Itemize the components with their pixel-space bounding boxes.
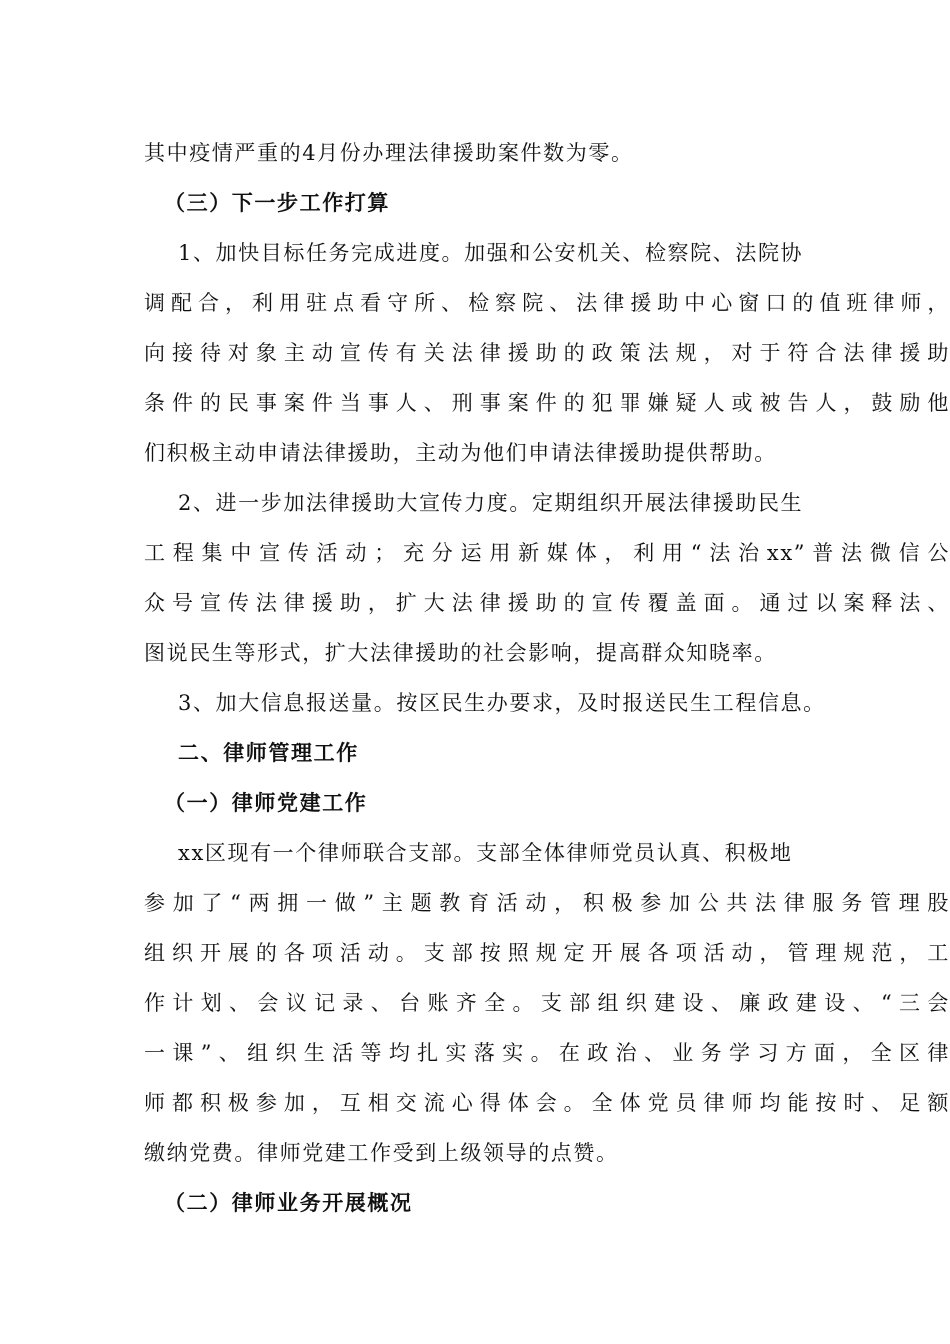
paragraph-1-line: 调配合，利用驻点看守所、检察院、法律援助中心窗口的值班律师， [144,291,950,315]
paragraph-4-line: 缴纳党费。律师党建工作受到上级领导的点赞。 [144,1141,619,1165]
section-heading-lawyer-management: 二、律师管理工作 [178,740,359,765]
paragraph-3-line: 3、加大信息报送量。按区民生办要求，及时报送民生工程信息。 [178,691,826,715]
paragraph-4-line: 师都积极参加，互相交流心得体会。全体党员律师均能按时、足额 [144,1091,950,1115]
paragraph-1-line: 条件的民事案件当事人、刑事案件的犯罪嫌疑人或被告人，鼓励他 [144,391,950,415]
paragraph-2-line: 工程集中宣传活动；充分运用新媒体，利用“法治xx”普法微信公 [144,541,950,565]
section-heading-party-building: （一）律师党建工作 [164,790,368,815]
paragraph-1-line: 1、加快目标任务完成进度。加强和公安机关、检察院、法院协 [178,241,804,265]
paragraph-4-line: 作计划、会议记录、台账齐全。支部组织建设、廉政建设、“三会 [144,991,950,1015]
paragraph-2-line: 2、进一步加法律援助大宣传力度。定期组织开展法律援助民生 [178,491,804,515]
paragraph-4-line: 一课”、组织生活等均扎实落实。在政治、业务学习方面，全区律 [144,1041,950,1065]
paragraph-4-line: 组织开展的各项活动。支部按照规定开展各项活动，管理规范，工 [144,941,950,965]
paragraph-4-line: 参加了“两拥一做”主题教育活动，积极参加公共法律服务管理股 [144,891,950,915]
section-heading-business-overview: （二）律师业务开展概况 [164,1190,413,1215]
paragraph-2-line: 众号宣传法律援助，扩大法律援助的宣传覆盖面。通过以案释法、 [144,591,950,615]
paragraph-4-line: xx区现有一个律师联合支部。支部全体律师党员认真、积极地 [178,841,793,865]
section-heading-next-steps: （三）下一步工作打算 [164,190,390,215]
paragraph-2-line: 图说民生等形式，扩大法律援助的社会影响，提高群众知晓率。 [144,641,777,665]
paragraph-1-line: 们积极主动申请法律援助，主动为他们申请法律援助提供帮助。 [144,441,777,465]
paragraph-1-line: 向接待对象主动宣传有关法律援助的政策法规，对于符合法律援助 [144,341,950,365]
body-text-line: 其中疫情严重的4月份办理法律援助案件数为零。 [144,141,634,165]
